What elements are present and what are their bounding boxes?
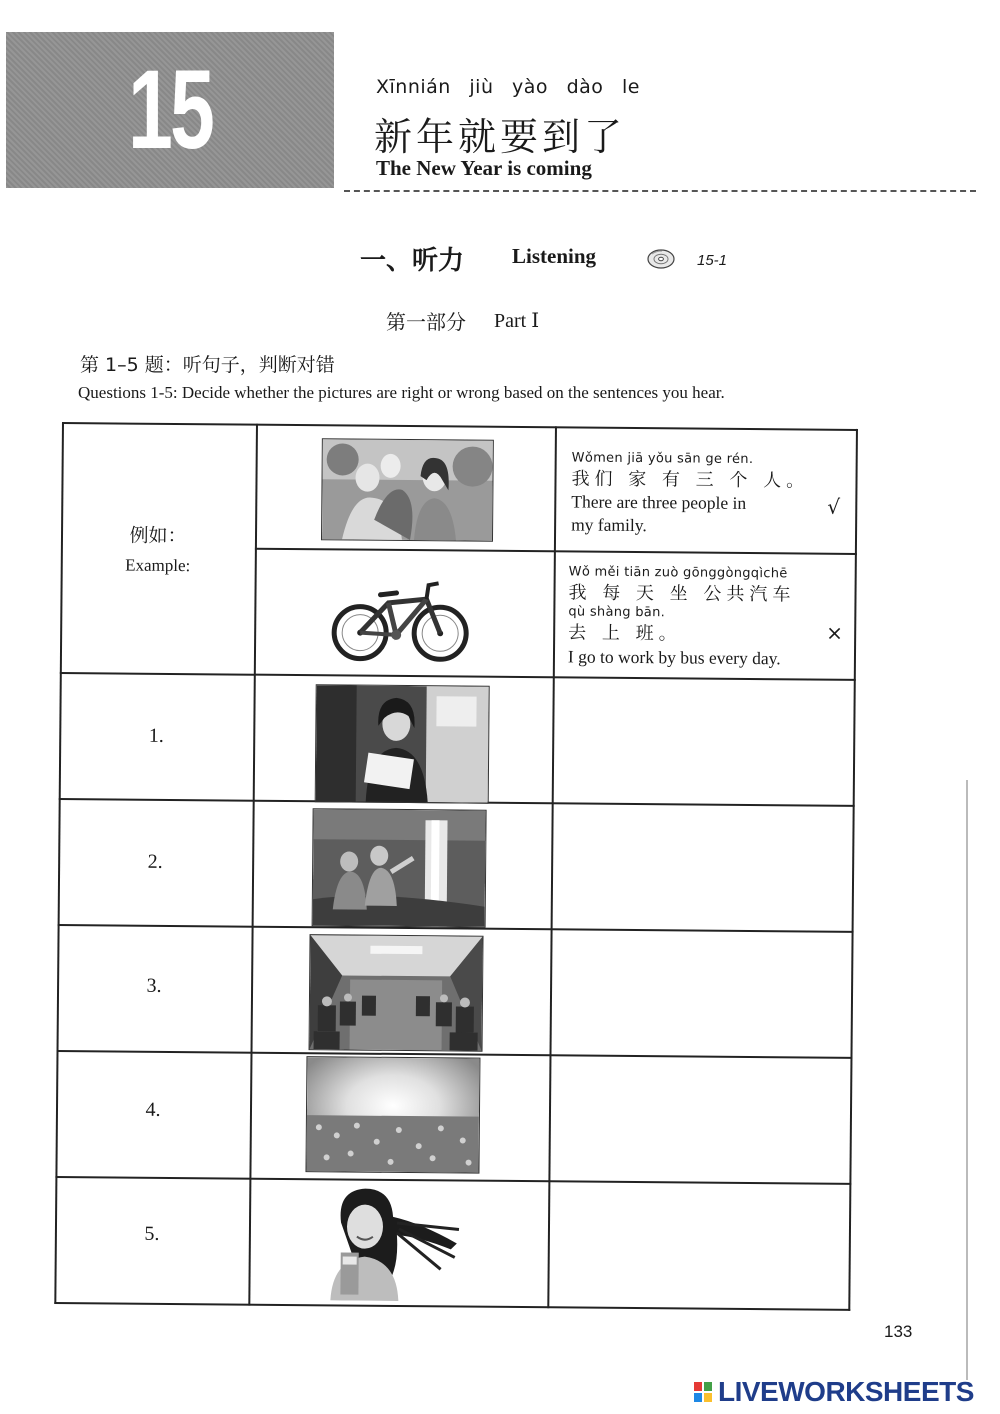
exercise-table xyxy=(54,422,858,1311)
question-1-picture xyxy=(315,684,490,804)
example-2-chinese-1: 我 每 天 坐 公共汽车 xyxy=(568,582,796,606)
example-2-chinese-2: 去 上 班。 xyxy=(568,622,682,645)
example-picture-family xyxy=(321,438,494,541)
header-divider xyxy=(344,190,976,192)
table-border-right xyxy=(848,429,858,1311)
question-3-number: 3. xyxy=(146,974,162,997)
example-label xyxy=(61,520,255,577)
liveworksheets-logo-icon xyxy=(694,1382,712,1402)
question-1-number: 1. xyxy=(148,724,164,747)
audio-track-number: 15-1 xyxy=(697,252,728,269)
table-border-top xyxy=(62,422,858,431)
table-border-bottom xyxy=(54,1302,850,1311)
example-2-pinyin-2: qù shàng bān. xyxy=(568,604,666,621)
question-5-picture xyxy=(300,1182,461,1301)
example-sentence-1 xyxy=(571,450,832,538)
page-number: 133 xyxy=(884,1322,913,1341)
example-2-cross-mark: × xyxy=(826,620,844,645)
instructions-chinese: 第 1–5 题：听句子，判断对错 xyxy=(80,354,335,376)
question-4-picture xyxy=(305,1056,480,1174)
audio-cd-icon[interactable] xyxy=(646,246,676,270)
example-label-english: Example: xyxy=(125,555,191,576)
question-2-number: 2. xyxy=(147,850,163,873)
question-5-number: 5. xyxy=(144,1222,160,1245)
instructions-english: Questions 1-5: Decide whether the pictures are right or wrong based on the sentences you hear. xyxy=(78,383,725,402)
section-title-chinese: 一、听力 xyxy=(360,246,465,276)
example-1-check-mark: √ xyxy=(827,494,841,519)
question-3-picture xyxy=(309,934,484,1052)
lesson-number-banner xyxy=(6,32,334,188)
example-1-english-line-1: There are three people in xyxy=(571,491,747,514)
section-title-english: Listening xyxy=(512,244,597,268)
row-divider-1 xyxy=(60,672,856,681)
example-picture-bicycle xyxy=(330,572,471,663)
lesson-number: 15 xyxy=(128,47,212,172)
column-divider-2 xyxy=(547,426,557,1308)
brand-name: LIVEWORKSHEETS xyxy=(718,1376,974,1407)
part-title-english: Part Ⅰ xyxy=(494,310,540,332)
title-chinese: 新年就要到了 xyxy=(374,115,627,159)
example-label-chinese: 例如： xyxy=(129,524,187,548)
question-4-number: 4. xyxy=(145,1098,161,1121)
example-1-chinese: 我们 家 有 三 个 人。 xyxy=(571,468,810,492)
title-pinyin: Xīnnián jiù yào dào le xyxy=(376,76,640,98)
page-edge-rule xyxy=(966,780,968,1380)
example-2-english: I go to work by bus every day. xyxy=(567,645,781,668)
liveworksheets-brand[interactable] xyxy=(694,1376,974,1408)
example-1-pinyin: Wǒmen jiā yǒu sān ge rén. xyxy=(571,450,754,468)
example-2-pinyin-1: Wǒ měi tiān zuò gōnggòngqìchē xyxy=(568,564,788,582)
example-sentence-2 xyxy=(568,564,839,670)
part-title-chinese: 第一部分 xyxy=(386,310,466,334)
title-english: The New Year is coming xyxy=(376,156,592,180)
example-1-english-line-2: my family. xyxy=(571,514,647,536)
question-2-picture xyxy=(312,808,487,928)
